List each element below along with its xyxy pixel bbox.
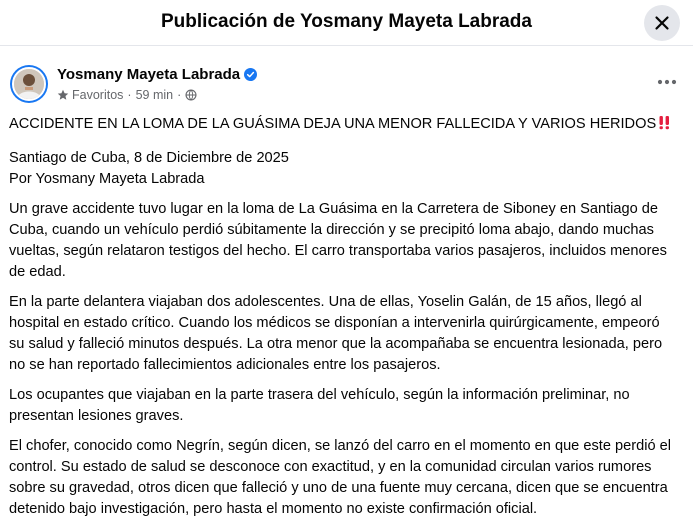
star-icon bbox=[57, 89, 69, 101]
post-paragraph: Los ocupantes que viajaban en la parte trasera del vehículo, según la información preliminar, no presentan lesiones graves. bbox=[9, 387, 630, 424]
modal-header bbox=[0, 0, 693, 46]
post-paragraph: El chofer, conocido como Negrín, según dicen, se lanzó del carro en el momento en que este perdió el control. Su estado de salud se desconoce con exactitud, y en la comunidad circulan varios rumores sobre su gravedad, otros dicen que falleció y uno de una fuente muy cercana, dicen que se encuentra detenido bajo investigación, pero hasta el momento no existe confirmación oficial. bbox=[9, 438, 671, 517]
author-name: Yosmany Mayeta Labrada bbox=[57, 66, 241, 83]
post-body bbox=[9, 114, 689, 529]
avatar[interactable] bbox=[10, 65, 48, 103]
post-dateline: Santiago de Cuba, 8 de Diciembre de 2025 bbox=[9, 150, 289, 166]
post-headline bbox=[9, 114, 689, 135]
post-paragraph: En la parte delantera viajaban dos adolescentes. Una de ellas, Yoselin Galán, de 15 años, llegó al hospital en estado crítico. Cuando los médicos se disponían a intervenirla quirúrgicamente, empeoró su salud y falleció minutos después. La otra menor que la acompañaba se encuentra lesionada, pero no se han reportado fallecimientos adicionales entre los pasajeros. bbox=[9, 294, 663, 373]
double-exclamation-icon bbox=[658, 115, 671, 130]
post-byline: Por Yosmany Mayeta Labrada bbox=[9, 171, 205, 187]
avatar-photo bbox=[12, 67, 46, 101]
audience-label[interactable]: Favoritos bbox=[72, 88, 124, 102]
more-options-button[interactable] bbox=[653, 68, 681, 96]
post-meta bbox=[57, 87, 197, 103]
close-button[interactable] bbox=[644, 5, 680, 41]
headline-text: ACCIDENTE EN LA LOMA DE LA GUÁSIMA DEJA UNA MENOR FALLECIDA Y VARIOS HERIDOS bbox=[9, 116, 657, 132]
meta-separator: · bbox=[177, 88, 182, 102]
meta-separator: · bbox=[127, 88, 132, 102]
more-options-icon bbox=[657, 79, 677, 85]
author-name-link[interactable] bbox=[57, 66, 257, 84]
close-icon bbox=[654, 15, 670, 31]
post-dateline-block bbox=[9, 148, 689, 190]
verified-badge-icon bbox=[244, 68, 257, 81]
modal-title: Publicación de Yosmany Mayeta Labrada bbox=[161, 11, 532, 32]
post-timestamp[interactable]: 59 min bbox=[135, 88, 174, 102]
post-paragraph: Un grave accidente tuvo lugar en la loma de La Guásima en la Carretera de Siboney en Santiago de Cuba, cuando un vehículo perdió súbitamente la dirección y se precipitó loma abajo, dando muchas vueltas, según relataron testigos del hecho. El carro transportaba varios pasajeros, incluidos menores de edad. bbox=[9, 201, 667, 280]
globe-icon[interactable] bbox=[185, 89, 197, 101]
